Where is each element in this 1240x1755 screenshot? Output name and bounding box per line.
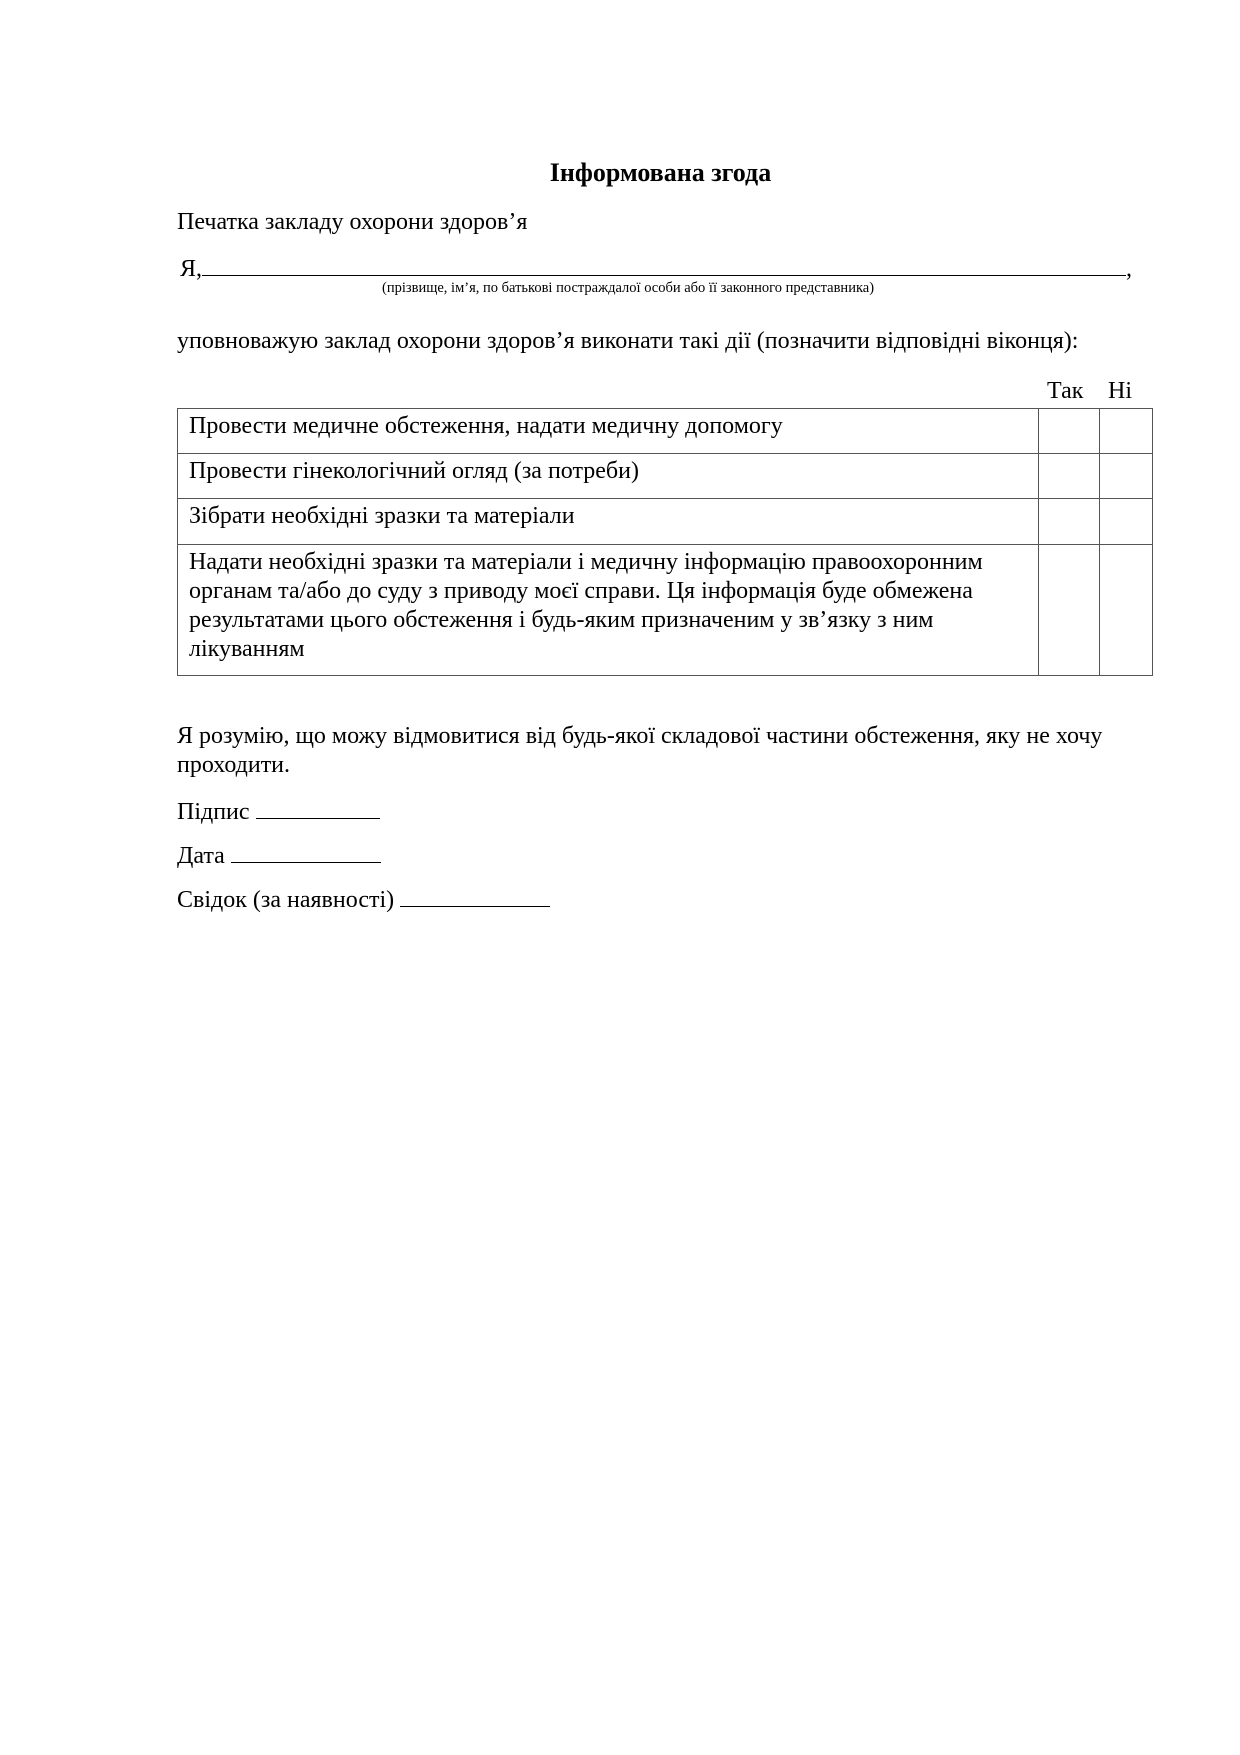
document-title: Інформована згода <box>549 158 772 187</box>
table-row <box>178 409 1153 454</box>
date-label: Дата <box>177 843 225 869</box>
signature-line <box>177 796 380 827</box>
yes-checkbox[interactable] <box>1039 545 1100 676</box>
signature-label: Підпис <box>177 799 250 825</box>
column-header-no: Ні <box>1108 378 1132 404</box>
action-text: Провести гінекологічний огляд (за потреби) <box>178 454 1039 499</box>
signature-field[interactable] <box>256 796 380 819</box>
witness-field[interactable] <box>400 884 550 907</box>
table-row <box>178 454 1153 499</box>
yes-checkbox[interactable] <box>1039 409 1100 454</box>
understand-line-1: Я розумію, що можу відмовитися від будь-якої складової частини обстеження, яку не хочу <box>177 723 1103 749</box>
yes-checkbox[interactable] <box>1039 454 1100 499</box>
authorize-text: уповноважую заклад охорони здоров’я виконати такі дії (позначити відповідні віконця): <box>177 328 1079 354</box>
date-line <box>177 840 381 871</box>
stamp-line: Печатка закладу охорони здоров’я <box>177 209 528 235</box>
name-prefix: Я, <box>180 256 203 282</box>
yes-checkbox[interactable] <box>1039 499 1100 545</box>
action-text: Зібрати необхідні зразки та матеріали <box>178 499 1039 545</box>
no-checkbox[interactable] <box>1100 409 1153 454</box>
table-row <box>178 499 1153 545</box>
date-field[interactable] <box>231 840 381 863</box>
table-row <box>178 545 1153 676</box>
actions-table <box>177 408 1153 676</box>
understand-line-2: проходити. <box>177 752 291 778</box>
name-caption: (прізвище, ім’я, по батькові постраждалої особи або її законного представника) <box>382 280 875 296</box>
witness-line <box>177 884 550 915</box>
witness-label: Свідок (за наявності) <box>177 887 395 913</box>
no-checkbox[interactable] <box>1100 545 1153 676</box>
column-header-yes: Так <box>1047 378 1084 404</box>
no-checkbox[interactable] <box>1100 454 1153 499</box>
action-text: Провести медичне обстеження, надати медичну допомогу <box>178 409 1039 454</box>
action-text: Надати необхідні зразки та матеріали і медичну інформацію правоохоронним органам та/або до суду з приводу моєї справи. Ця інформація буде обмежена результатами цього обстеження і будь-яким призначеним у зв’язку з ним лікуванням <box>178 545 1039 676</box>
no-checkbox[interactable] <box>1100 499 1153 545</box>
name-blank-field[interactable] <box>202 253 1126 276</box>
name-suffix: , <box>1126 256 1133 282</box>
